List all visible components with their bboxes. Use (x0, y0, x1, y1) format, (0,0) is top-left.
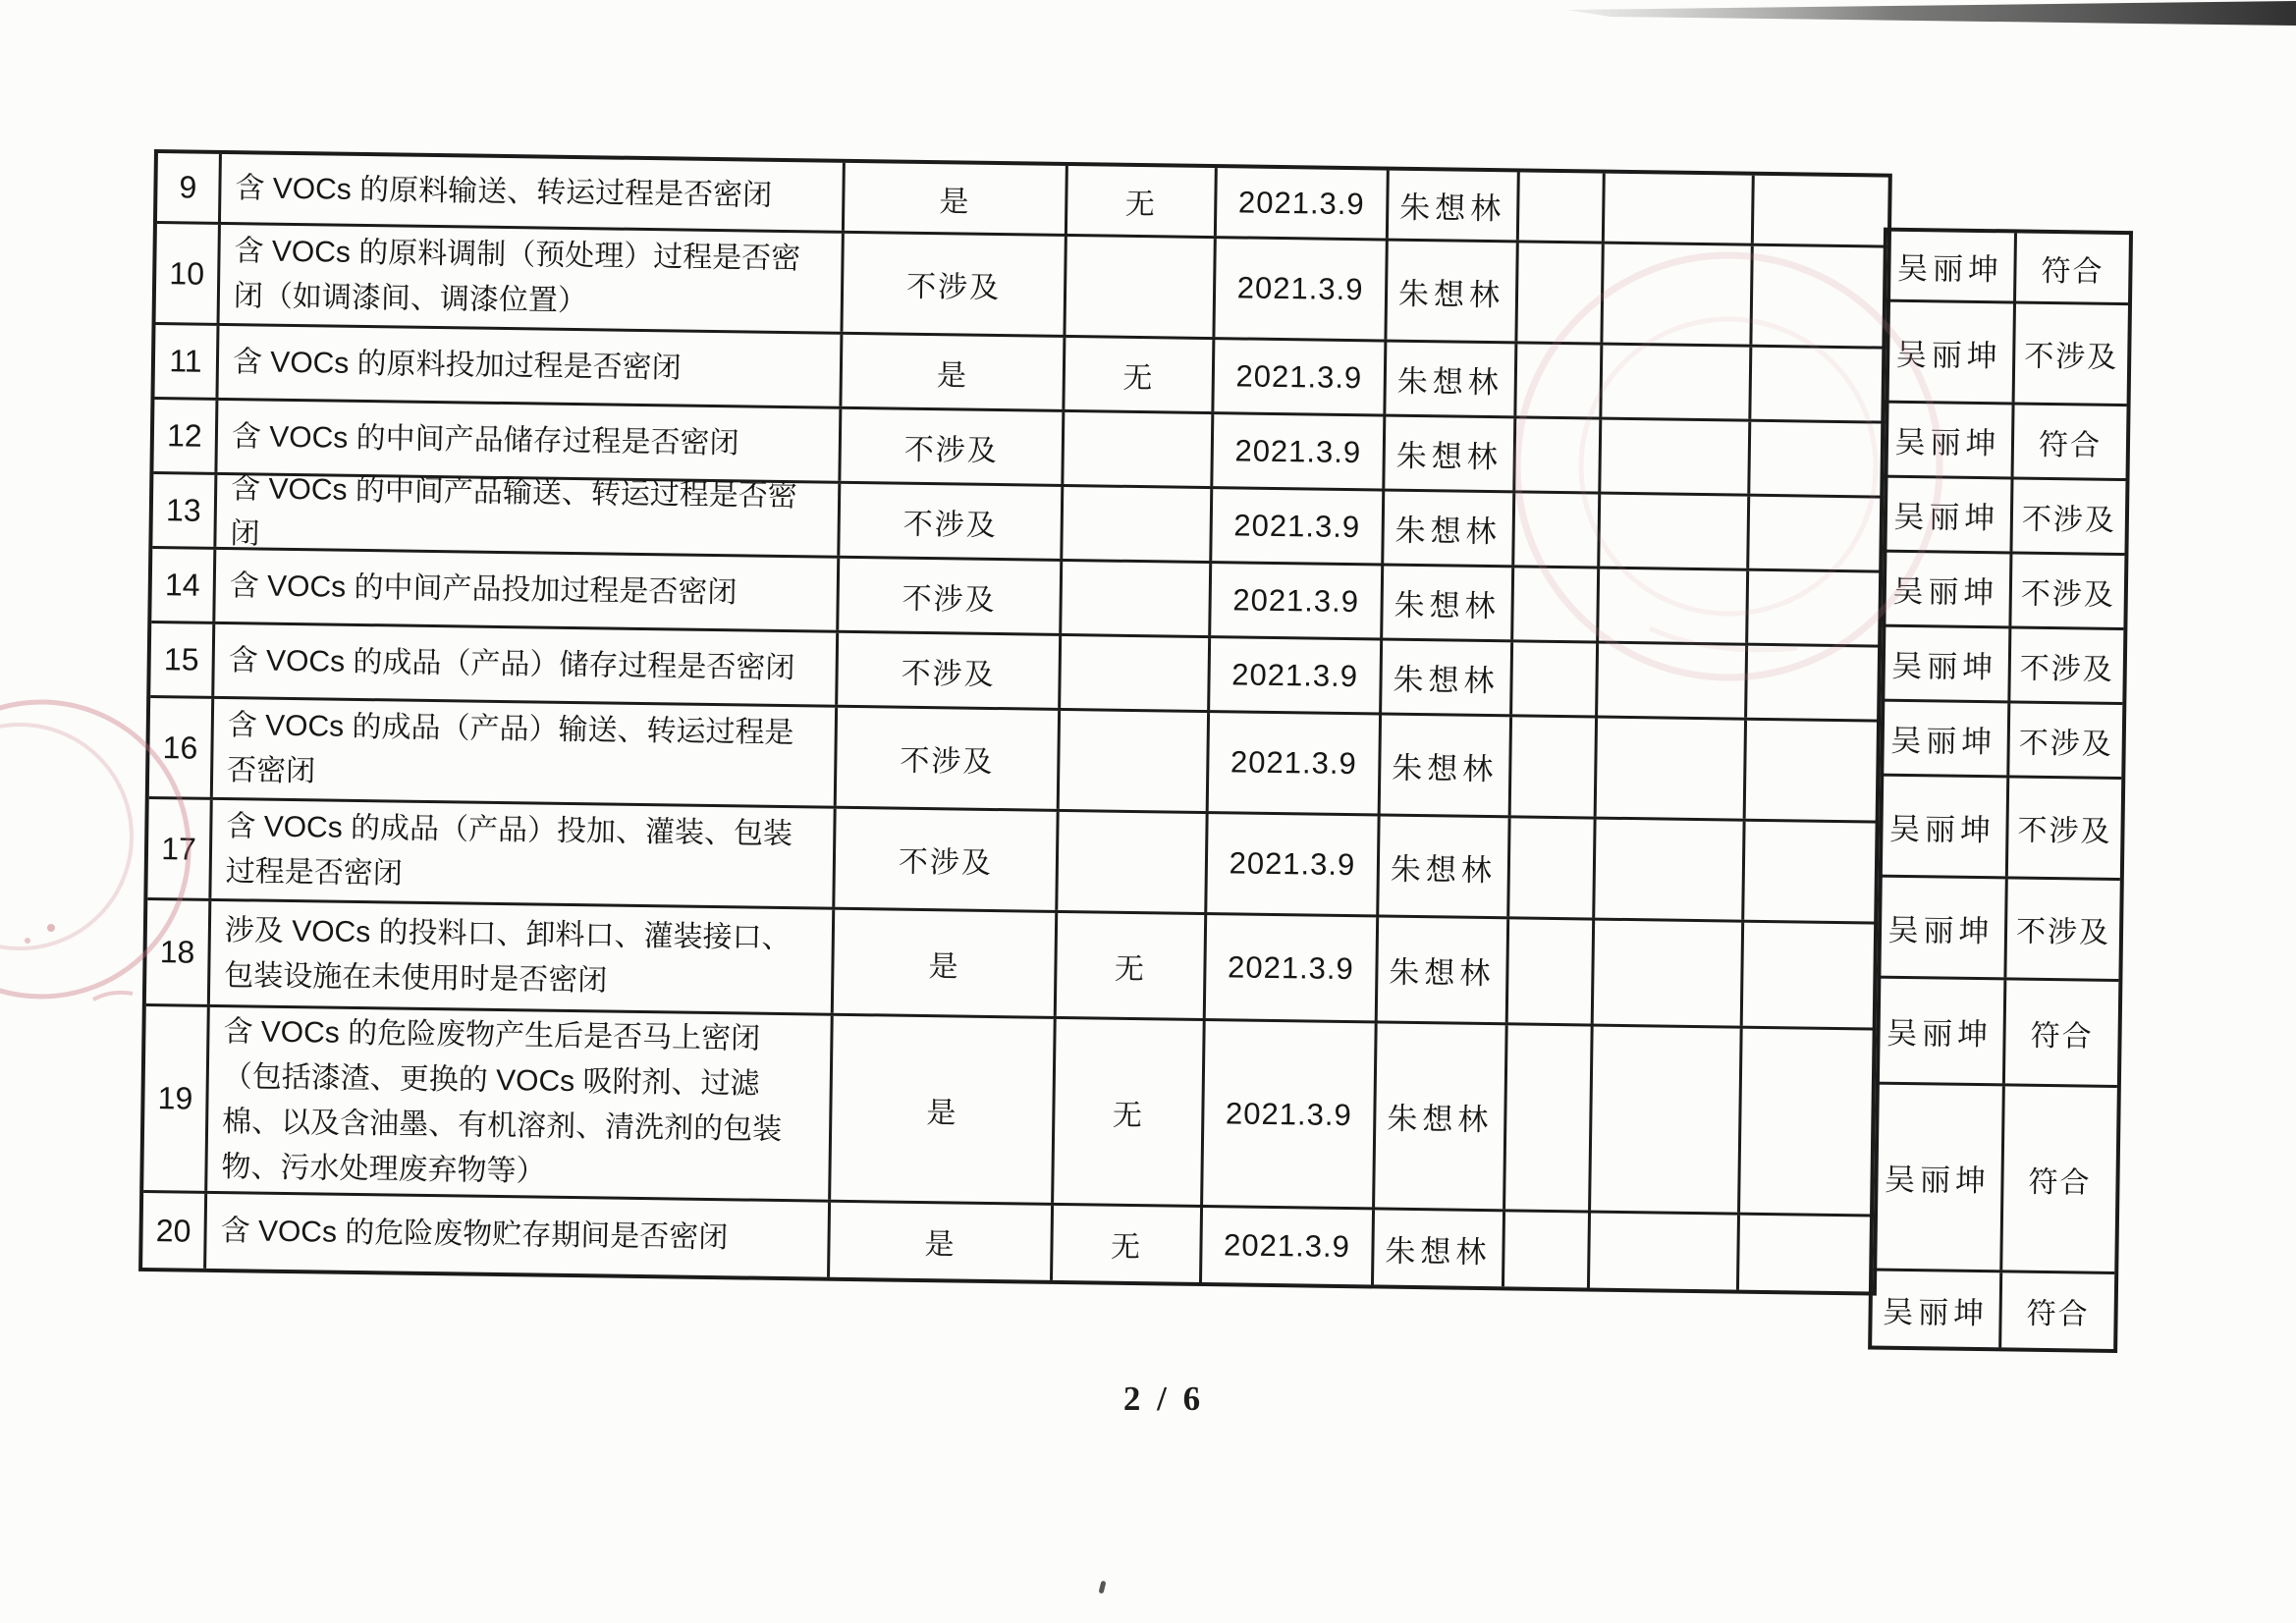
result-cell: 符合 (2030, 1019, 2094, 1054)
table-row (1884, 404, 2126, 481)
answer-cell: 不涉及 (839, 559, 1063, 633)
result-cell: 符合 (2028, 1165, 2092, 1200)
reviewer-cell: 吴丽坤 (1886, 302, 2016, 403)
empty-cell-2 (1605, 174, 1755, 243)
item-cell: 含 VOCs 的原料调制（预处理）过程是否密闭（如调漆间、调漆位置） (220, 225, 845, 332)
empty-cell-2 (1600, 495, 1750, 568)
issue-cell (1063, 487, 1213, 561)
answer-cell: 是 (831, 1016, 1057, 1203)
item-cell: 含 VOCs 的成品（产品）输送、转运过程是否密闭 (213, 699, 838, 806)
empty-cell-3 (1739, 1216, 1874, 1292)
row-number-cell: 20 (142, 1193, 207, 1269)
answer-cell: 不涉及 (840, 484, 1064, 559)
empty-cell-1 (1505, 1025, 1594, 1210)
empty-cell-2 (1602, 346, 1752, 419)
empty-cell-3 (1746, 721, 1881, 821)
row-number-cell: 11 (154, 325, 219, 398)
row-number-cell: 10 (156, 224, 221, 323)
inspector-cell: 朱想林 (1389, 171, 1520, 241)
checklist-table-signoff (1868, 228, 2133, 1353)
result-cell: 不涉及 (2019, 652, 2115, 686)
inspector-cell: 朱想林 (1385, 417, 1516, 491)
empty-cell-1 (1504, 1212, 1591, 1287)
empty-cell-3 (1750, 422, 1885, 496)
reviewer-cell: 吴丽坤 (1886, 232, 2017, 301)
row-number-cell: 15 (150, 623, 215, 696)
scan-speck (1099, 1581, 1107, 1595)
empty-cell-1 (1513, 568, 1600, 640)
date-cell: 2021.3.9 (1203, 1021, 1378, 1207)
row-number-cell: 16 (149, 698, 214, 797)
row-number-cell: 13 (152, 474, 217, 547)
table-row (1886, 232, 2129, 305)
result-cell: 不涉及 (2018, 727, 2113, 761)
reviewer-cell: 吴丽坤 (1876, 979, 2006, 1084)
inspector-cell: 朱想林 (1375, 1023, 1508, 1209)
empty-cell-1 (1514, 493, 1601, 566)
row-number-cell: 14 (151, 549, 216, 622)
table-row (1886, 302, 2128, 406)
reviewer-cell: 吴丽坤 (1885, 404, 2015, 477)
empty-cell-2 (1590, 1214, 1740, 1290)
result-cell: 符合 (2041, 254, 2105, 289)
empty-cell-2 (1598, 644, 1748, 718)
result-cell: 不涉及 (2017, 814, 2112, 848)
item-cell: 含 VOCs 的原料输送、转运过程是否密闭 (221, 154, 846, 231)
inspector-cell: 朱想林 (1379, 816, 1510, 916)
date-cell: 2021.3.9 (1213, 414, 1386, 488)
issue-cell: 无 (1065, 338, 1215, 411)
empty-cell-3 (1748, 571, 1883, 645)
empty-cell-2 (1603, 244, 1753, 345)
issue-cell: 无 (1067, 166, 1218, 236)
result-cell: 不涉及 (2015, 915, 2111, 949)
result-cell: 符合 (2038, 428, 2103, 462)
item-cell: 含 VOCs 的中间产品储存过程是否密闭 (217, 401, 842, 481)
date-cell: 2021.3.9 (1210, 638, 1383, 712)
empty-cell-1 (1509, 818, 1596, 917)
answer-cell: 不涉及 (835, 809, 1059, 910)
empty-cell-3 (1740, 1029, 1877, 1215)
reviewer-cell: 吴丽坤 (1881, 627, 2011, 701)
answer-cell: 是 (845, 163, 1068, 234)
inspector-cell: 朱想林 (1384, 492, 1515, 566)
issue-cell (1062, 562, 1212, 635)
date-cell: 2021.3.9 (1212, 489, 1385, 563)
date-cell: 2021.3.9 (1217, 168, 1390, 238)
table-row (1879, 777, 2121, 881)
date-cell: 2021.3.9 (1207, 814, 1380, 914)
answer-cell: 不涉及 (837, 708, 1061, 809)
empty-cell-2 (1594, 921, 1744, 1026)
table-row (1883, 478, 2125, 556)
answer-cell: 不涉及 (843, 234, 1066, 335)
table-row (1880, 702, 2122, 780)
issue-cell (1061, 636, 1211, 710)
reviewer-cell: 吴丽坤 (1883, 478, 2013, 552)
item-cell: 含 VOCs 的原料投加过程是否密闭 (218, 326, 843, 406)
empty-cell-1 (1516, 344, 1603, 416)
answer-cell: 是 (842, 335, 1066, 409)
item-cell: 含 VOCs 的成品（产品）储存过程是否密闭 (214, 624, 839, 705)
inspector-cell: 朱想林 (1387, 242, 1518, 342)
row-number-cell: 18 (146, 900, 211, 1004)
inspector-cell: 朱想林 (1374, 1210, 1505, 1286)
table-row (1881, 627, 2123, 705)
issue-cell (1066, 237, 1216, 337)
answer-cell: 不涉及 (841, 409, 1065, 484)
table-row (1882, 553, 2124, 630)
inspector-cell: 朱想林 (1378, 917, 1509, 1022)
empty-cell-3 (1754, 176, 1888, 245)
result-cell: 不涉及 (2024, 340, 2119, 374)
empty-cell-3 (1751, 348, 1886, 421)
date-cell: 2021.3.9 (1206, 915, 1379, 1020)
empty-cell-1 (1512, 642, 1599, 715)
empty-cell-3 (1749, 497, 1884, 570)
empty-cell-3 (1752, 246, 1886, 347)
result-cell: 不涉及 (2021, 503, 2117, 537)
table-row (1872, 1271, 2114, 1349)
inspector-cell: 朱想林 (1381, 716, 1512, 816)
result-cell: 符合 (2026, 1297, 2090, 1331)
inspector-cell: 朱想林 (1382, 641, 1513, 715)
table-row (1876, 979, 2118, 1088)
inspection-checklist-table (137, 149, 2130, 1375)
answer-cell: 是 (834, 910, 1058, 1016)
row-number-cell: 12 (153, 400, 218, 472)
reviewer-cell: 吴丽坤 (1877, 878, 2007, 978)
date-cell: 2021.3.9 (1211, 564, 1384, 637)
row-number-cell: 19 (143, 1006, 210, 1191)
result-cell: 不涉及 (2020, 577, 2116, 612)
answer-cell: 不涉及 (838, 633, 1062, 708)
empty-cell-3 (1747, 646, 1882, 720)
checklist-table-main (138, 149, 1892, 1296)
answer-cell: 是 (830, 1203, 1054, 1280)
date-cell: 2021.3.9 (1215, 239, 1388, 339)
issue-cell (1060, 711, 1210, 811)
issue-cell: 无 (1053, 1206, 1203, 1282)
empty-cell-1 (1515, 418, 1602, 491)
table-row (1873, 1085, 2117, 1274)
issue-cell (1064, 412, 1214, 486)
issue-cell: 无 (1057, 913, 1207, 1018)
reviewer-cell: 吴丽坤 (1873, 1085, 2005, 1271)
empty-cell-2 (1595, 820, 1745, 920)
reviewer-cell: 吴丽坤 (1879, 777, 2009, 877)
reviewer-cell: 吴丽坤 (1872, 1271, 2002, 1348)
date-cell: 2021.3.9 (1209, 713, 1382, 813)
inspector-cell: 朱想林 (1386, 343, 1517, 416)
reviewer-cell: 吴丽坤 (1882, 553, 2012, 626)
item-cell: 含 VOCs 的成品（产品）投加、灌装、包装过程是否密闭 (211, 800, 836, 907)
empty-cell-2 (1599, 569, 1749, 643)
row-number-cell: 17 (147, 799, 212, 898)
issue-cell (1058, 812, 1208, 912)
empty-cell-1 (1511, 717, 1598, 816)
empty-cell-2 (1597, 719, 1747, 819)
empty-cell-3 (1744, 822, 1879, 922)
table-row (143, 1006, 1876, 1217)
issue-cell: 无 (1054, 1019, 1206, 1205)
empty-cell-1 (1508, 919, 1595, 1023)
reviewer-cell: 吴丽坤 (1880, 702, 2010, 776)
item-cell: 含 VOCs 的中间产品输送、转运过程是否密闭 (216, 475, 841, 556)
empty-cell-1 (1519, 172, 1606, 241)
item-cell: 涉及 VOCs 的投料口、卸料口、灌装接口、包装设施在未使用时是否密闭 (210, 901, 835, 1013)
date-cell: 2021.3.9 (1202, 1208, 1375, 1284)
inspector-cell: 朱想林 (1383, 567, 1514, 640)
row-number-cell: 9 (157, 153, 222, 222)
item-cell: 含 VOCs 的危险废物产生后是否马上密闭（包括漆渣、更换的 VOCs 吸附剂、过滤棉、以及含油墨、有机溶剂、清洗剂的包装物、污水处理废弃物等） (207, 1007, 834, 1200)
page-number: 2 / 6 (1122, 1380, 1205, 1418)
table-row (1877, 878, 2119, 982)
date-cell: 2021.3.9 (1214, 340, 1387, 413)
item-cell: 含 VOCs 的中间产品投加过程是否密闭 (215, 550, 840, 630)
empty-cell-2 (1591, 1027, 1743, 1213)
empty-cell-1 (1517, 243, 1604, 342)
item-cell: 含 VOCs 的危险废物贮存期间是否密闭 (206, 1194, 831, 1277)
scan-edge-artifact (0, 0, 2296, 43)
empty-cell-2 (1601, 420, 1751, 494)
empty-cell-3 (1743, 923, 1878, 1028)
